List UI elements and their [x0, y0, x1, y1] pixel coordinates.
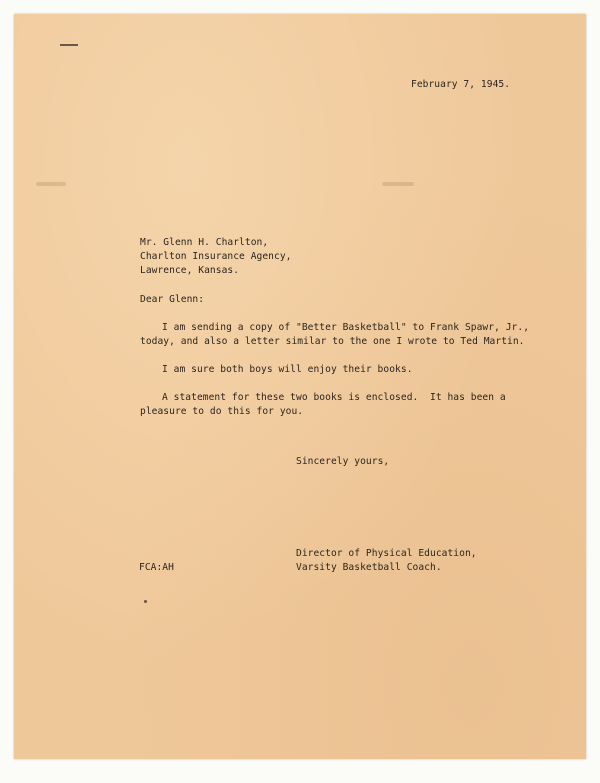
- signature-title-2: Varsity Basketball Coach.: [296, 562, 442, 573]
- body-paragraph-1-line-2: today, and also a letter similar to the one I wrote to Ted Martin.: [140, 336, 525, 347]
- body-paragraph-2: I am sure both boys will enjoy their books.: [162, 364, 413, 375]
- closing: Sincerely yours,: [296, 456, 390, 467]
- dot-mark: [144, 600, 147, 603]
- recipient-company: Charlton Insurance Agency,: [140, 251, 292, 262]
- margin-mark-top-left: [60, 44, 78, 46]
- letter-page: [14, 14, 586, 759]
- typist-initials: FCA:AH: [139, 562, 174, 573]
- salutation: Dear Glenn:: [140, 294, 205, 305]
- recipient-city: Lawrence, Kansas.: [140, 265, 240, 276]
- body-paragraph-3-line-1: A statement for these two books is enclosed. It has been a: [162, 392, 506, 403]
- signature-title-1: Director of Physical Education,: [296, 548, 477, 559]
- bleed-through-mark-center: [382, 182, 414, 186]
- recipient-name: Mr. Glenn H. Charlton,: [140, 237, 269, 248]
- bleed-through-mark-left: [36, 182, 66, 186]
- body-paragraph-1-line-1: I am sending a copy of "Better Basketball" to Frank Spawr, Jr.,: [162, 322, 530, 333]
- letter-date: February 7, 1945.: [411, 79, 511, 90]
- body-paragraph-3-line-2: pleasure to do this for you.: [140, 406, 304, 417]
